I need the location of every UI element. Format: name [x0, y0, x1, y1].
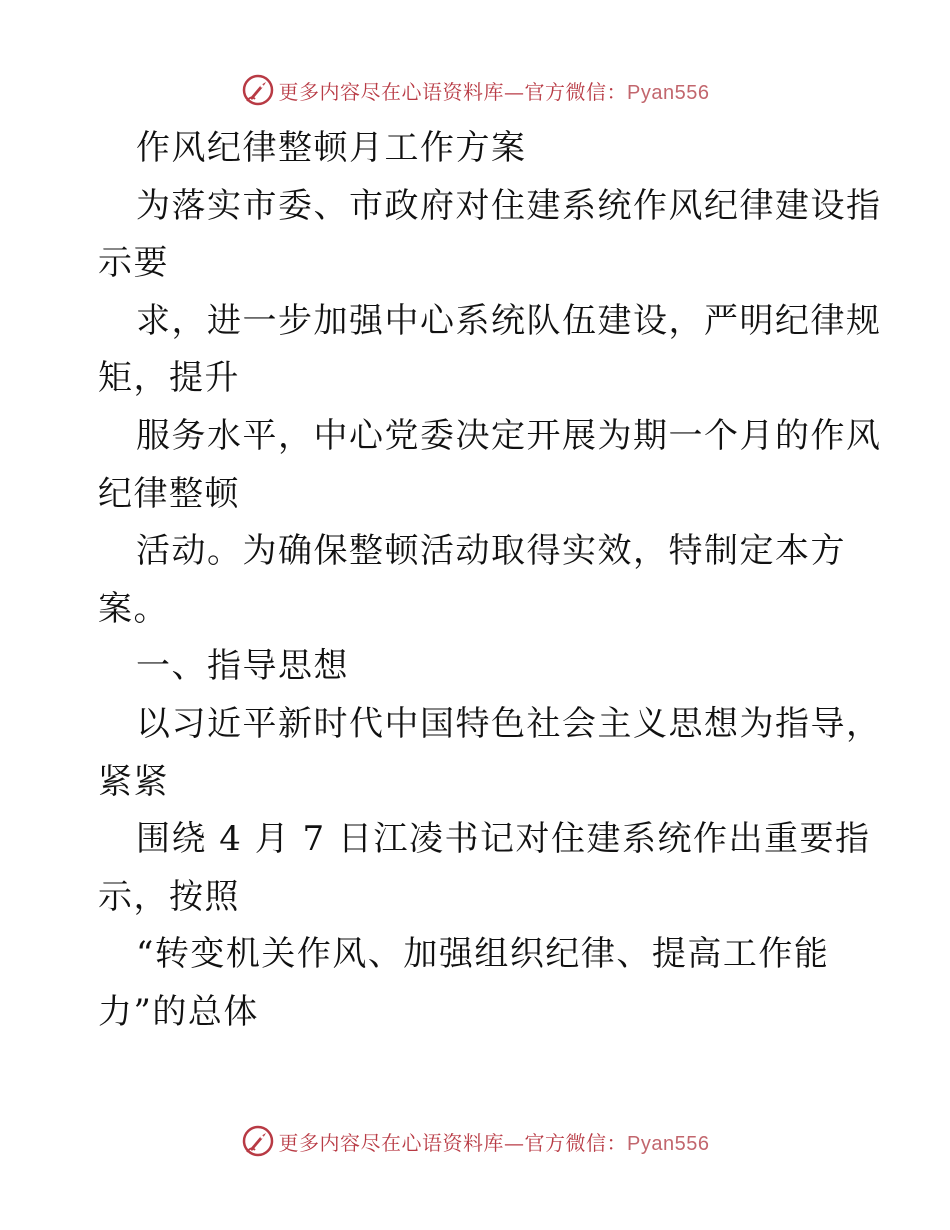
paragraph-line: 围绕 4 月 7 日江凌书记对住建系统作出重要指: [136, 819, 871, 860]
paragraph-line: 为落实市委、市政府对住建系统作风纪律建设指: [136, 185, 882, 226]
paragraph-line: 活动。为确保整顿活动取得实效，特制定本方: [136, 531, 846, 572]
paragraph-line: “转变机关作风、加强组织纪律、提高工作能: [136, 934, 830, 975]
paragraph-line: 矩，提升: [98, 358, 240, 399]
watermark-banner-top: [0, 68, 950, 112]
watermark-text: 更多内容尽在心语资料库—官方微信：Pyan556: [278, 1130, 710, 1155]
watermark-banner-bottom: [0, 1119, 950, 1163]
document-body: [98, 120, 882, 1042]
paragraph-line: 紧紧: [98, 761, 169, 802]
paragraph-line: 示，按照: [98, 876, 240, 917]
paragraph-line: 服务水平，中心党委决定开展为期一个月的作风: [136, 415, 882, 456]
section-heading: 一、指导思想: [136, 646, 349, 687]
document-title: 作风纪律整顿月工作方案: [136, 128, 527, 168]
pen-nib-logo-icon: [241, 73, 275, 107]
paragraph-line: 纪律整顿: [98, 473, 240, 514]
paragraph-line: 案。: [98, 588, 169, 629]
watermark-text: 更多内容尽在心语资料库—官方微信：Pyan556: [278, 79, 710, 104]
paragraph-line: 以习近平新时代中国特色社会主义思想为指导，: [136, 703, 882, 744]
paragraph-line: 求，进一步加强中心系统队伍建设，严明纪律规: [136, 300, 882, 341]
pen-nib-logo-icon: [241, 1124, 275, 1158]
watermark-wechat-id: Pyan556: [627, 81, 710, 104]
watermark-wechat-id: Pyan556: [627, 1132, 710, 1155]
paragraph-line: 力”的总体: [98, 991, 259, 1032]
paragraph-line: 示要: [98, 243, 169, 284]
